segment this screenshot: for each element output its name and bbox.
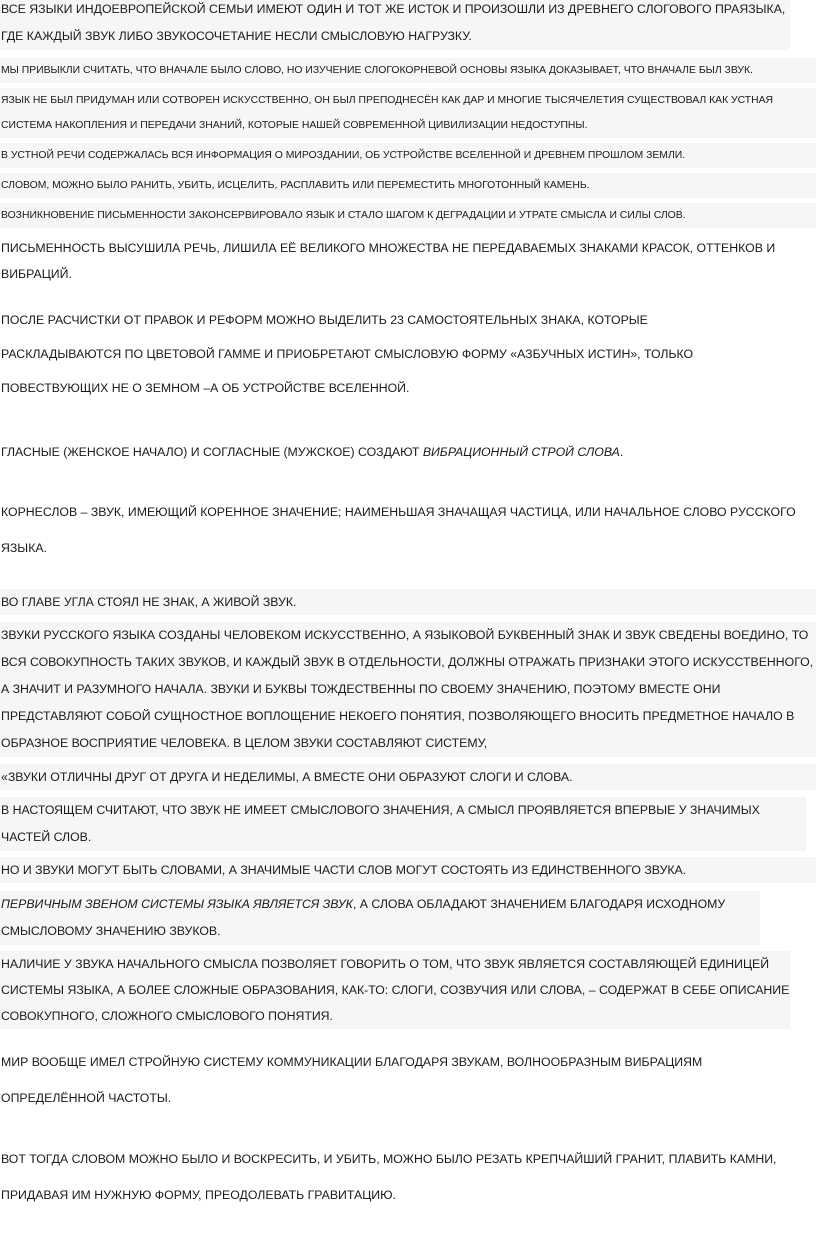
paragraph-16-text: , А СЛОВА ОБЛАДАЮТ ЗНАЧЕНИЕМ БЛАГОДАРЯ ИСХОДНОМУ СМЫСЛОВОМУ ЗНАЧЕНИЮ ЗВУКОВ. — [1, 897, 726, 938]
paragraph-9-end: . — [619, 445, 624, 459]
paragraph-13: «ЗВУКИ ОТЛИЧНЫ ДРУГ ОТ ДРУГА И НЕДЕЛИМЫ, А ВМЕСТЕ ОНИ ОБРАЗУЮТ СЛОГИ И СЛОВА. — [0, 764, 816, 790]
paragraph-14: В НАСТОЯЩЕМ СЧИТАЮТ, ЧТО ЗВУК НЕ ИМЕЕТ СМЫСЛОВОГО ЗНАЧЕНИЯ, А СМЫСЛ ПРОЯВЛЯЕТСЯ ВПЕРВЫЕ У ЗНАЧИМЫХ ЧАСТЕЙ СЛОВ. — [0, 797, 806, 851]
paragraph-11: ВО ГЛАВЕ УГЛА СТОЯЛ НЕ ЗНАК, А ЖИВОЙ ЗВУК. — [0, 589, 816, 615]
paragraph-9 — [0, 439, 816, 465]
paragraph-15: НО И ЗВУКИ МОГУТ БЫТЬ СЛОВАМИ, А ЗНАЧИМЫЕ ЧАСТИ СЛОВ МОГУТ СОСТОЯТЬ ИЗ ЕДИНСТВЕННОГО ЗВУКА. — [0, 857, 816, 883]
paragraph-16-italic: ПЕРВИЧНЫМ ЗВЕНОМ СИСТЕМЫ ЯЗЫКА ЯВЛЯЕТСЯ ЗВУК — [1, 897, 353, 911]
paragraph-4: В УСТНОЙ РЕЧИ СОДЕРЖАЛАСЬ ВСЯ ИНФОРМАЦИЯ О МИРОЗДАНИИ, ОБ УСТРОЙСТВЕ ВСЕЛЕННОЙ И ДРЕВНЕМ ПРОШЛОМ ЗЕМЛИ. — [0, 143, 816, 168]
paragraph-7: ПИСЬМЕННОСТЬ ВЫСУШИЛА РЕЧЬ, ЛИШИЛА ЕЁ ВЕЛИКОГО МНОЖЕСТВА НЕ ПЕРЕДАВАЕМЫХ ЗНАКАМИ КРАСОК, ОТТЕНКОВ И ВИБРАЦИЙ. — [1, 241, 776, 281]
paragraph-9-text: ГЛАСНЫЕ (ЖЕНСКОЕ НАЧАЛО) И СОГЛАСНЫЕ (МУЖСКОЕ) СОЗДАЮТ — [1, 445, 423, 459]
paragraph-6: ВОЗНИКНОВЕНИЕ ПИСЬМЕННОСТИ ЗАКОНСЕРВИРОВАЛО ЯЗЫК И СТАЛО ШАГОМ К ДЕГРАДАЦИИ И УТРАТЕ СМЫСЛА И СИЛЫ СЛОВ. — [0, 203, 816, 228]
paragraph-5: СЛОВОМ, МОЖНО БЫЛО РАНИТЬ, УБИТЬ, ИСЦЕЛИТЬ, РАСПЛАВИТЬ ИЛИ ПЕРЕМЕСТИТЬ МНОГОТОННЫЙ КАМЕНЬ. — [0, 173, 816, 198]
paragraph-19: ВОТ ТОГДА СЛОВОМ МОЖНО БЫЛО И ВОСКРЕСИТЬ, И УБИТЬ, МОЖНО БЫЛО РЕЗАТЬ КРЕПЧАЙШИЙ ГРАНИТ, ПЛАВИТЬ КАМНИ, ПРИДАВАЯ ИМ НУЖНУЮ ФОРМУ, ПРЕОДОЛЕВАТЬ ГРАВИТАЦИЮ. — [1, 1152, 777, 1202]
paragraph-18: МИР ВООБЩЕ ИМЕЛ СТРОЙНУЮ СИСТЕМУ КОММУНИКАЦИИ БЛАГОДАРЯ ЗВУКАМ, ВОЛНООБРАЗНЫМ ВИБРАЦИЯМ ОПРЕДЕЛЁННОЙ ЧАСТОТЫ. — [1, 1055, 703, 1105]
paragraph-10: КОРНЕСЛОВ – ЗВУК, ИМЕЮЩИЙ КОРЕННОЕ ЗНАЧЕНИЕ; НАИМЕНЬШАЯ ЗНАЧАЩАЯ ЧАСТИЦА, ИЛИ НАЧАЛЬНОЕ СЛОВО РУССКОГО ЯЗЫКА. — [1, 505, 796, 555]
paragraph-16 — [0, 891, 760, 945]
paragraph-2: МЫ ПРИВЫКЛИ СЧИТАТЬ, ЧТО ВНАЧАЛЕ БЫЛО СЛОВО, НО ИЗУЧЕНИЕ СЛОГОКОРНЕВОЙ ОСНОВЫ ЯЗЫКА ДОКАЗЫВАЕТ, ЧТО ВНАЧАЛЕ БЫЛ ЗВУК. — [0, 58, 816, 83]
paragraph-3: ЯЗЫК НЕ БЫЛ ПРИДУМАН ИЛИ СОТВОРЕН ИСКУССТВЕННО, ОН БЫЛ ПРЕПОДНЕСЁН КАК ДАР И МНОГИЕ ТЫСЯЧЕЛЕТИЯ СУЩЕСТВОВАЛ КАК УСТНАЯ СИСТЕМА НАКОПЛЕНИЯ И ПЕРЕДАЧИ ЗНАНИЙ, КОТОРЫЕ НАШЕЙ СОВРЕМЕННОЙ ЦИВИЛИЗАЦИИ НЕДОСТУПНЫ. — [0, 88, 816, 138]
paragraph-1: ВСЕ ЯЗЫКИ ИНДОЕВРОПЕЙСКОЙ СЕМЬИ ИМЕЮТ ОДИН И ТОТ ЖЕ ИСТОК И ПРОИЗОШЛИ ИЗ ДРЕВНЕГО СЛОГОВОГО ПРАЯЗЫКА, ГДЕ КАЖДЫЙ ЗВУК ЛИБО ЗВУКОСОЧЕТАНИЕ НЕСЛИ СМЫСЛОВУЮ НАГРУЗКУ. — [0, 0, 790, 50]
paragraph-8: ПОСЛЕ РАСЧИСТКИ ОТ ПРАВОК И РЕФОРМ МОЖНО ВЫДЕЛИТЬ 23 САМОСТОЯТЕЛЬНЫХ ЗНАКА, КОТОРЫЕ РАСКЛАДЫВАЮТСЯ ПО ЦВЕТОВОЙ ГАММЕ И ПРИОБРЕТАЮТ СМЫСЛОВУЮ ФОРМУ «АЗБУЧНЫХ ИСТИН», ТОЛЬКО ПОВЕСТВУЮЩИХ НЕ О ЗЕМНОМ –А ОБ УСТРОЙСТВЕ ВСЕЛЕННОЙ. — [1, 313, 694, 395]
paragraph-17: НАЛИЧИЕ У ЗВУКА НАЧАЛЬНОГО СМЫСЛА ПОЗВОЛЯЕТ ГОВОРИТЬ О ТОМ, ЧТО ЗВУК ЯВЛЯЕТСЯ СОСТАВЛЯЮЩЕЙ ЕДИНИЦЕЙ СИСТЕМЫ ЯЗЫКА, А БОЛЕЕ СЛОЖНЫЕ ОБРАЗОВАНИЯ, КАК-ТО: СЛОГИ, СОЗВУЧИЯ ИЛИ СЛОВА, – СОДЕРЖАТ В СЕБЕ ОПИСАНИЕ СОВОКУПНОГО, СЛОЖНОГО СМЫСЛОВОГО ПОНЯТИЯ. — [0, 951, 790, 1029]
paragraph-9-italic: ВИБРАЦИОННЫЙ СТРОЙ СЛОВА — [422, 445, 620, 459]
paragraph-12: ЗВУКИ РУССКОГО ЯЗЫКА СОЗДАНЫ ЧЕЛОВЕКОМ ИСКУССТВЕННО, А ЯЗЫКОВОЙ БУКВЕННЫЙ ЗНАК И ЗВУК СВЕДЕНЫ ВОЕДИНО, ТО ВСЯ СОВОКУПНОСТЬ ТАКИХ ЗВУКОВ, И КАЖДЫЙ ЗВУК В ОТДЕЛЬНОСТИ, ДОЛЖНЫ ОТРАЖАТЬ ПРИЗНАКИ ЭТОГО ИСКУССТВЕННОГО, А ЗНАЧИТ И РАЗУМНОГО НАЧАЛА. ЗВУКИ И БУКВЫ ТОЖДЕСТВЕННЫ ПО СВОЕМУ ЗНАЧЕНИЮ, ПОЭТОМУ ВМЕСТЕ ОНИ ПРЕДСТАВЛЯЮТ СОБОЙ СУЩНОСТНОЕ ВОПЛОЩЕНИЕ НЕКОЕГО ПОНЯТИЯ, ПОЗВОЛЯЮЩЕГО ВНОСИТЬ ПРЕДМЕТНОЕ НАЧАЛО В ОБРАЗНОЕ ВОСПРИЯТИЕ ЧЕЛОВЕКА. В ЦЕЛОМ ЗВУКИ СОСТАВЛЯЮТ СИСТЕМУ, — [0, 622, 816, 757]
